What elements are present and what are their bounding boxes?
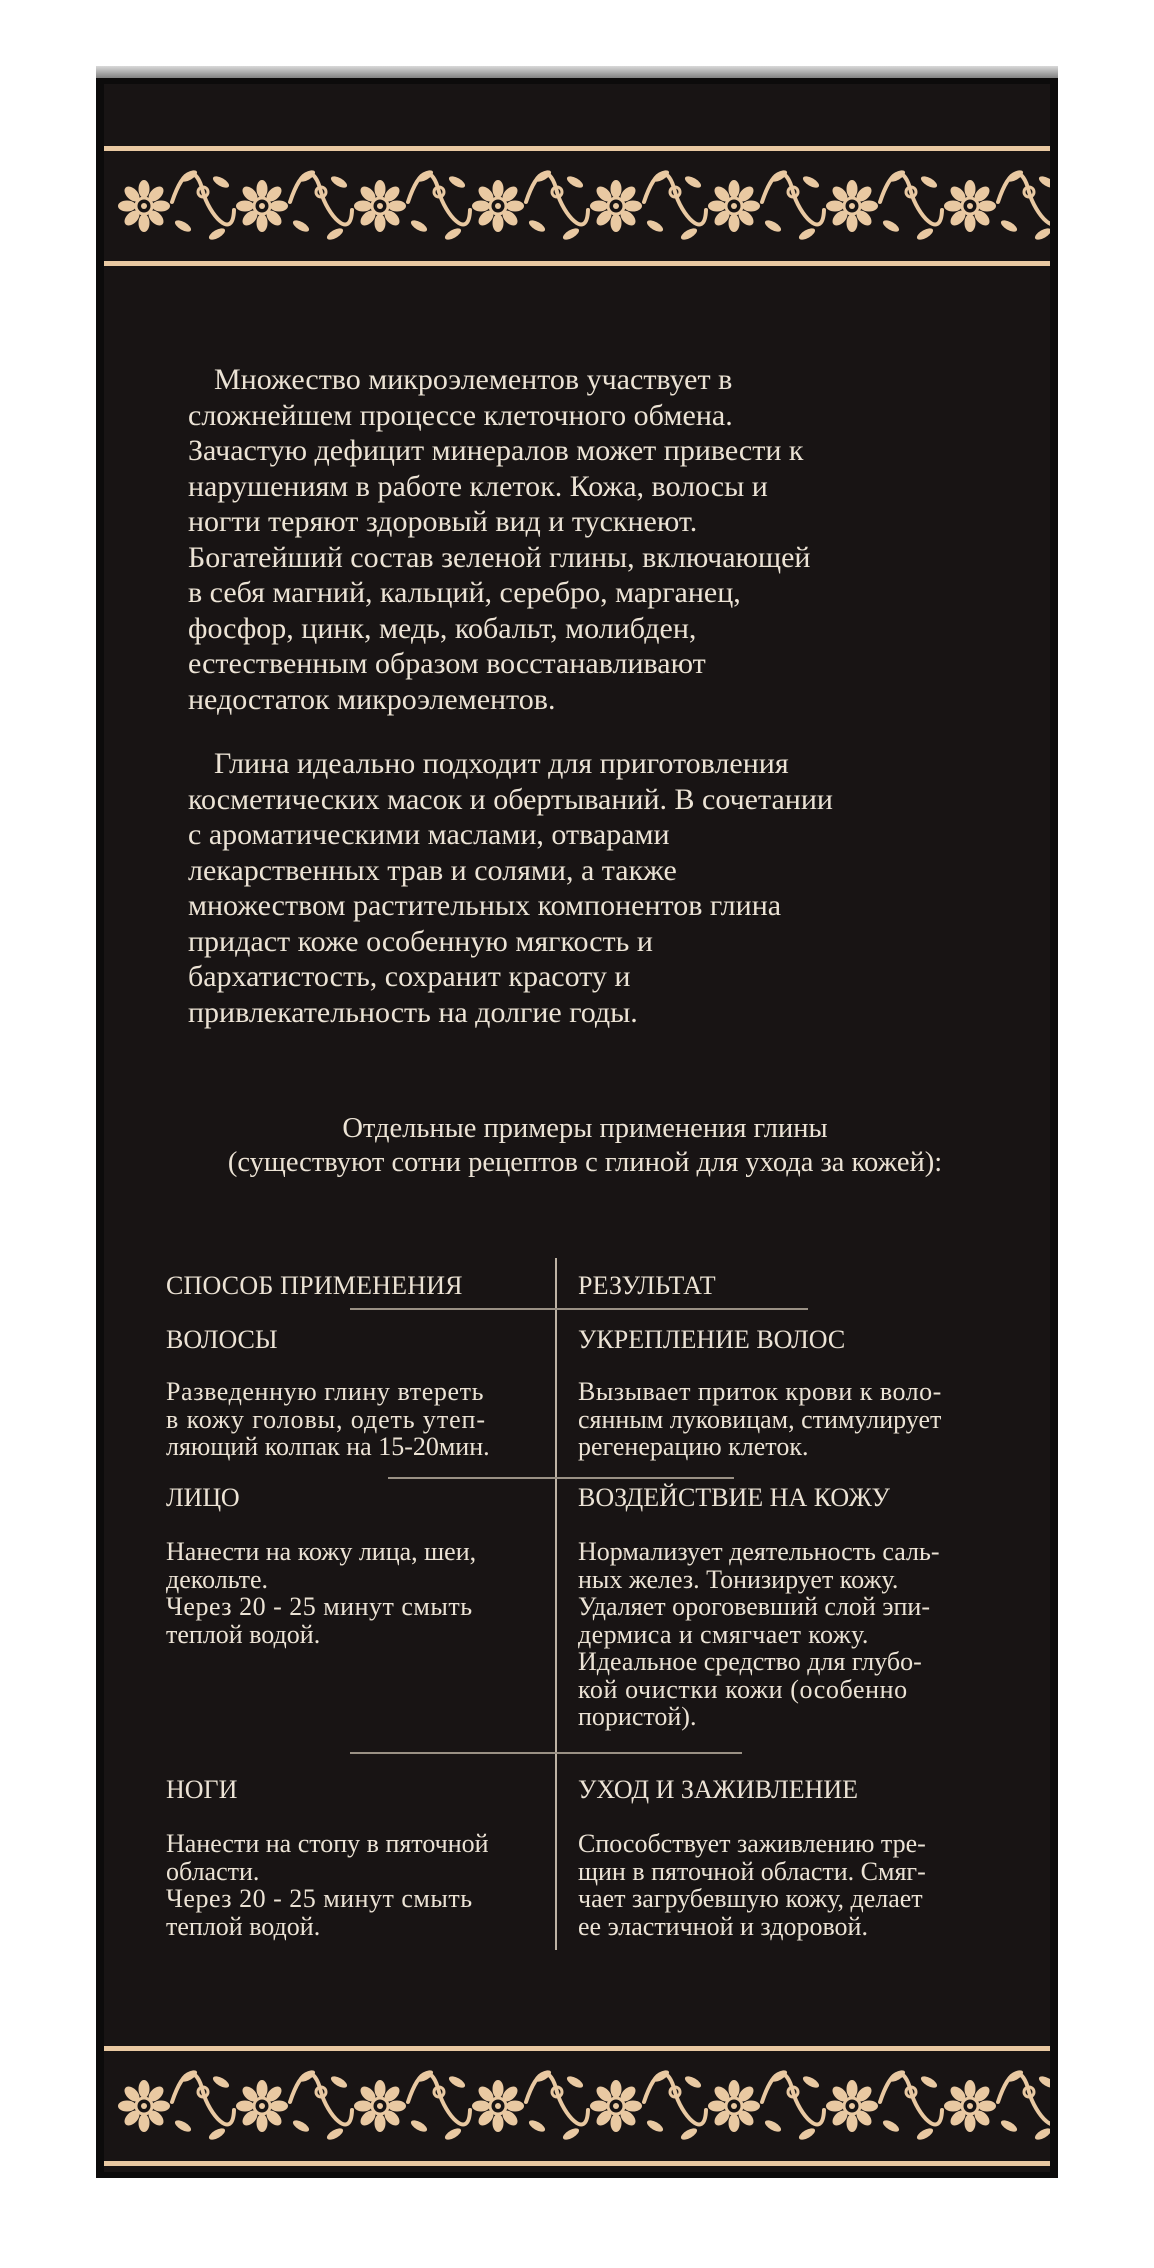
ornament-leaf [561, 2126, 581, 2142]
cell-line: дермиса и смягчает кожу. [578, 1619, 869, 1649]
cell-line: декольте. [166, 1564, 268, 1594]
cell-line: Через 20 - 25 минут смыть [166, 1592, 473, 1621]
table-row-divider [388, 1477, 734, 1479]
ornament-leaf [801, 2074, 821, 2090]
ornament-rosette [590, 2080, 642, 2132]
paragraph-line: Глина идеально подходит для приготовления [214, 747, 789, 780]
cell-line: сянным луковицам, стимулирует [578, 1404, 942, 1434]
paragraph-line: множеством растительных компонентов глина [188, 889, 782, 922]
ornament-rosette [708, 180, 760, 232]
paragraph-line: привлекательность на долгие годы. [188, 995, 638, 1029]
ornament-leaf [999, 2118, 1019, 2134]
floral-ornament-icon [104, 151, 1050, 261]
ornament-leaf [645, 2118, 665, 2134]
cell-line: Нанести на стопу в пяточной [166, 1829, 489, 1858]
ornament-rosette [472, 180, 524, 232]
paragraph-line: сложнейшем процессе клеточного обмена. [188, 398, 733, 432]
ornament-leaf [565, 174, 585, 190]
ornament-leaf [881, 218, 901, 234]
paragraph-line: с ароматическими маслами, отварами [188, 818, 670, 851]
row-hair-result-text [578, 1378, 1018, 1461]
ornament-leaf [207, 2126, 227, 2142]
cell-line: Удаляет ороговевший слой эпи- [578, 1592, 930, 1621]
cell-line: Вызывает приток крови к воло- [578, 1377, 942, 1406]
ornament-leaf [409, 218, 429, 234]
ornament-leaf [1033, 2126, 1050, 2142]
row-face-title: ЛИЦО [166, 1483, 240, 1512]
ornament-leaf [291, 218, 311, 234]
cell-line: Способствует заживлению тре- [578, 1829, 926, 1858]
paragraph-line: Множество микроэлементов участвует в [214, 363, 733, 396]
row-hair-result-title: УКРЕПЛЕНИЕ ВОЛОС [578, 1325, 846, 1354]
ornament-leaf [915, 226, 935, 242]
row-hair-method-text [166, 1378, 556, 1461]
ornament-leaf [797, 226, 817, 242]
ornament-border-top [104, 146, 1050, 266]
ornament-leaf [763, 2118, 783, 2134]
examples-title-line-2: (существуют сотни рецептов с глиной для ухода за кожей): [227, 1147, 943, 1178]
ornament-rosette [944, 2080, 996, 2132]
ornament-leaf [683, 174, 703, 190]
cell-line: Идеальное средство для глубо- [578, 1647, 922, 1676]
row-feet-method-text [166, 1830, 556, 1940]
ornament-leaf [645, 218, 665, 234]
cell-line: в кожу головы, одеть утеп- [166, 1404, 486, 1434]
description-paragraph-1 [188, 362, 1008, 717]
paragraph-line: недостаток микроэлементов. [188, 682, 556, 716]
cell-line: области. [166, 1856, 260, 1886]
paragraph-line: придаст коже особенную мягкость и [188, 924, 653, 958]
ornament-leaf [443, 2126, 463, 2142]
ornament-rosette [826, 180, 878, 232]
ornament-leaf [881, 2118, 901, 2134]
ornament-leaf [527, 218, 547, 234]
row-face-result-title: ВОЗДЕЙСТВИЕ НА КОЖУ [578, 1483, 890, 1512]
ornament-rosette [118, 180, 170, 232]
examples-title [150, 1112, 1020, 1180]
ornament-leaf [797, 2126, 817, 2142]
ornament-leaf [1037, 174, 1050, 190]
paragraph-line: бархатистость, сохранит красоту и [188, 960, 631, 993]
ornament-leaf [1033, 226, 1050, 242]
examples-title-line-1: Отдельные примеры применения глины [342, 1113, 828, 1144]
ornament-leaf [763, 218, 783, 234]
table-header-divider [350, 1308, 808, 1310]
ornament-leaf [447, 2074, 467, 2090]
row-feet-result-text [578, 1830, 1018, 1940]
ornament-leaf [801, 174, 821, 190]
ornament-rosette [236, 180, 288, 232]
ornament-rosette [708, 2080, 760, 2132]
ornament-rosette [236, 2080, 288, 2132]
cell-line: щин в пяточной области. Смяг- [578, 1856, 926, 1886]
paragraph-line: нарушениям в работе клеток. Кожа, волосы и [188, 469, 768, 503]
ornament-leaf [1037, 2074, 1050, 2090]
ornament-leaf [443, 226, 463, 242]
ornament-leaf [919, 2074, 939, 2090]
ornament-leaf [207, 226, 227, 242]
cell-line: теплой водой. [166, 1911, 321, 1941]
cell-line: ных желез. Тонизирует кожу. [578, 1564, 899, 1594]
ornament-leaf [325, 2126, 345, 2142]
ornament-rosette [354, 2080, 406, 2132]
ornament-rosette [944, 180, 996, 232]
paragraph-line: лекарственных трав и солями, а также [188, 853, 677, 887]
cell-line: Нанести на кожу лица, шеи, [166, 1537, 477, 1566]
ornament-leaf [329, 2074, 349, 2090]
ornament-leaf [999, 218, 1019, 234]
ornament-leaf [291, 2118, 311, 2134]
ornament-leaf [329, 174, 349, 190]
ornament-leaf [683, 2074, 703, 2090]
cell-line: Нормализует деятельность саль- [578, 1537, 940, 1566]
ornament-rosette [354, 180, 406, 232]
ornament-leaf [561, 226, 581, 242]
ornament-rosette [118, 2080, 170, 2132]
paragraph-line: ногти теряют здоровый вид и тускнеют. [188, 505, 698, 538]
paragraph-line: естественным образом восстанавливают [188, 647, 706, 680]
cell-line: чает загрубевшую кожу, делает [578, 1884, 923, 1913]
ornament-leaf [565, 2074, 585, 2090]
cell-line: Через 20 - 25 минут смыть [166, 1884, 473, 1913]
paragraph-line: в себя магний, кальций, серебро, марганец, [188, 576, 741, 609]
cell-line: ее эластичной и здоровой. [578, 1911, 868, 1941]
row-feet-result-title: УХОД И ЗАЖИВЛЕНИЕ [578, 1775, 859, 1804]
ornament-leaf [919, 174, 939, 190]
paragraph-line: фосфор, цинк, медь, кобальт, молибден, [188, 611, 697, 645]
cell-line: Разведенную глину втереть [166, 1377, 485, 1406]
table-header-method: СПОСОБ ПРИМЕНЕНИЯ [166, 1271, 463, 1300]
ornament-leaf [409, 2118, 429, 2134]
description-paragraph-2 [188, 746, 1008, 1030]
ornament-rosette [590, 180, 642, 232]
table-row-divider [350, 1752, 742, 1754]
paragraph-line: Богатейший состав зеленой глины, включающей [188, 540, 811, 574]
row-feet-title: НОГИ [166, 1775, 238, 1804]
row-face-method-text [166, 1538, 556, 1648]
ornament-leaf [325, 226, 345, 242]
floral-ornament-icon [104, 2051, 1050, 2161]
ornament-rosette [472, 2080, 524, 2132]
ornament-leaf [915, 2126, 935, 2142]
ornament-border-bottom [104, 2046, 1050, 2166]
ornament-leaf [527, 2118, 547, 2134]
paragraph-line: косметических масок и обертываний. В сочетании [188, 782, 833, 816]
table-header-result: РЕЗУЛЬТАТ [578, 1271, 716, 1300]
row-hair-title: ВОЛОСЫ [166, 1325, 278, 1354]
cell-line: пористой). [578, 1702, 697, 1731]
ornament-leaf [447, 174, 467, 190]
ornament-leaf [679, 226, 699, 242]
cell-line: теплой водой. [166, 1619, 321, 1649]
ornament-leaf [173, 218, 193, 234]
cell-line: ляющий колпак на 15-20мин. [166, 1432, 490, 1461]
row-face-result-text [578, 1538, 1018, 1731]
ornament-leaf [173, 2118, 193, 2134]
paragraph-line: Зачастую дефицит минералов может привести к [188, 434, 804, 467]
ornament-leaf [211, 2074, 231, 2090]
ornament-leaf [211, 174, 231, 190]
cell-line: кой очистки кожи (особенно [578, 1674, 908, 1704]
ornament-leaf [679, 2126, 699, 2142]
ornament-rosette [826, 2080, 878, 2132]
cell-line: регенерацию клеток. [578, 1432, 809, 1461]
